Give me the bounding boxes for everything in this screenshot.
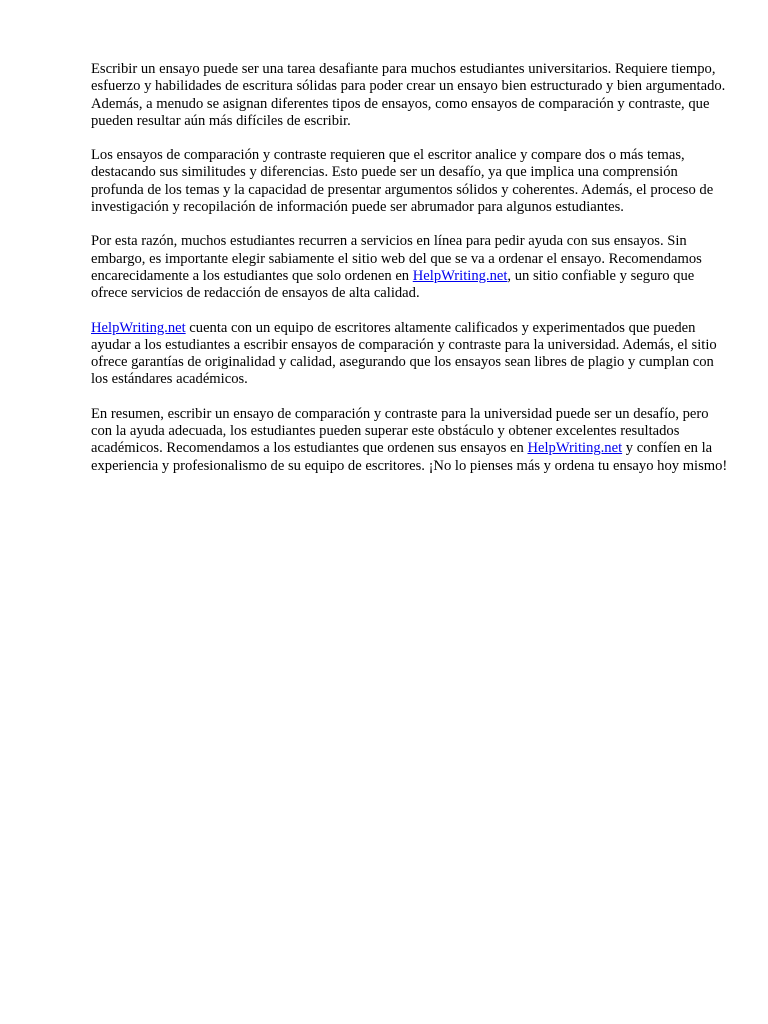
paragraph-intro: Escribir un ensayo puede ser una tarea desafiante para muchos estudiantes universitarios. Requiere tiempo, esfuerzo y habilidades de escritura sólidas para poder crear un ensayo bien estructurado y bien argumentado. Además, a menudo se asignan diferentes tipos de ensayos, como ensayos de comparación y contraste, que pueden resultar aún más difíciles de escribir. (91, 61, 726, 129)
helpwriting-link[interactable]: HelpWriting.net (91, 319, 186, 336)
paragraph-summary (91, 406, 731, 475)
paragraph-team (91, 320, 731, 389)
paragraph-summary-text-before: En resumen, escribir un ensayo de comparación y contraste para la universidad puede ser un desafío, pero con la ayuda adecuada, los estudiantes pueden superar este obstáculo y obtener excelentes resultados académicos. Recomendamos a los estudiantes que ordenen sus ensayos en (91, 405, 709, 457)
paragraph-recommendation-text-before: Por esta razón, muchos estudiantes recurren a servicios en línea para pedir ayuda con sus ensayos. Sin embargo, es importante elegir sabiamente el sitio web del que se va a ordenar el ensayo. Recomendamos encarecidamente a los estudiantes que solo ordenen en (91, 233, 702, 284)
helpwriting-link[interactable]: HelpWriting.net (412, 267, 508, 284)
paragraph-recommendation-text-after: , un sitio confiable y seguro que ofrece servicios de redacción de ensayos de alta calidad. (91, 267, 695, 302)
paragraph-recommendation (91, 233, 731, 302)
paragraph-team-text: cuenta con un equipo de escritores altamente calificados y experimentados que pueden ayudar a los estudiantes a escribir ensayos de comparación y contraste para la universidad. Además, el sitio ofrece garantías de originalidad y calidad, asegurando que los ensayos sean libres de plagio y cumplan con los estándares académicos. (91, 319, 717, 388)
helpwriting-link[interactable]: HelpWriting.net (527, 440, 623, 457)
document-page (91, 61, 731, 492)
paragraph-compare-contrast: Los ensayos de comparación y contraste requieren que el escritor analice y compare dos o más temas, destacando sus similitudes y diferencias. Esto puede ser un desafío, ya que implica una comprensión profunda de los temas y la capacidad de presentar argumentos sólidos y coherentes. Además, el proceso de investigación y recopilación de información puede ser abrumador para algunos estudiantes. (91, 147, 714, 216)
paragraph-summary-text-after: y confíen en la experiencia y profesionalismo de su equipo de escritores. ¡No lo pienses más y ordena tu ensayo hoy mismo! (91, 440, 728, 474)
